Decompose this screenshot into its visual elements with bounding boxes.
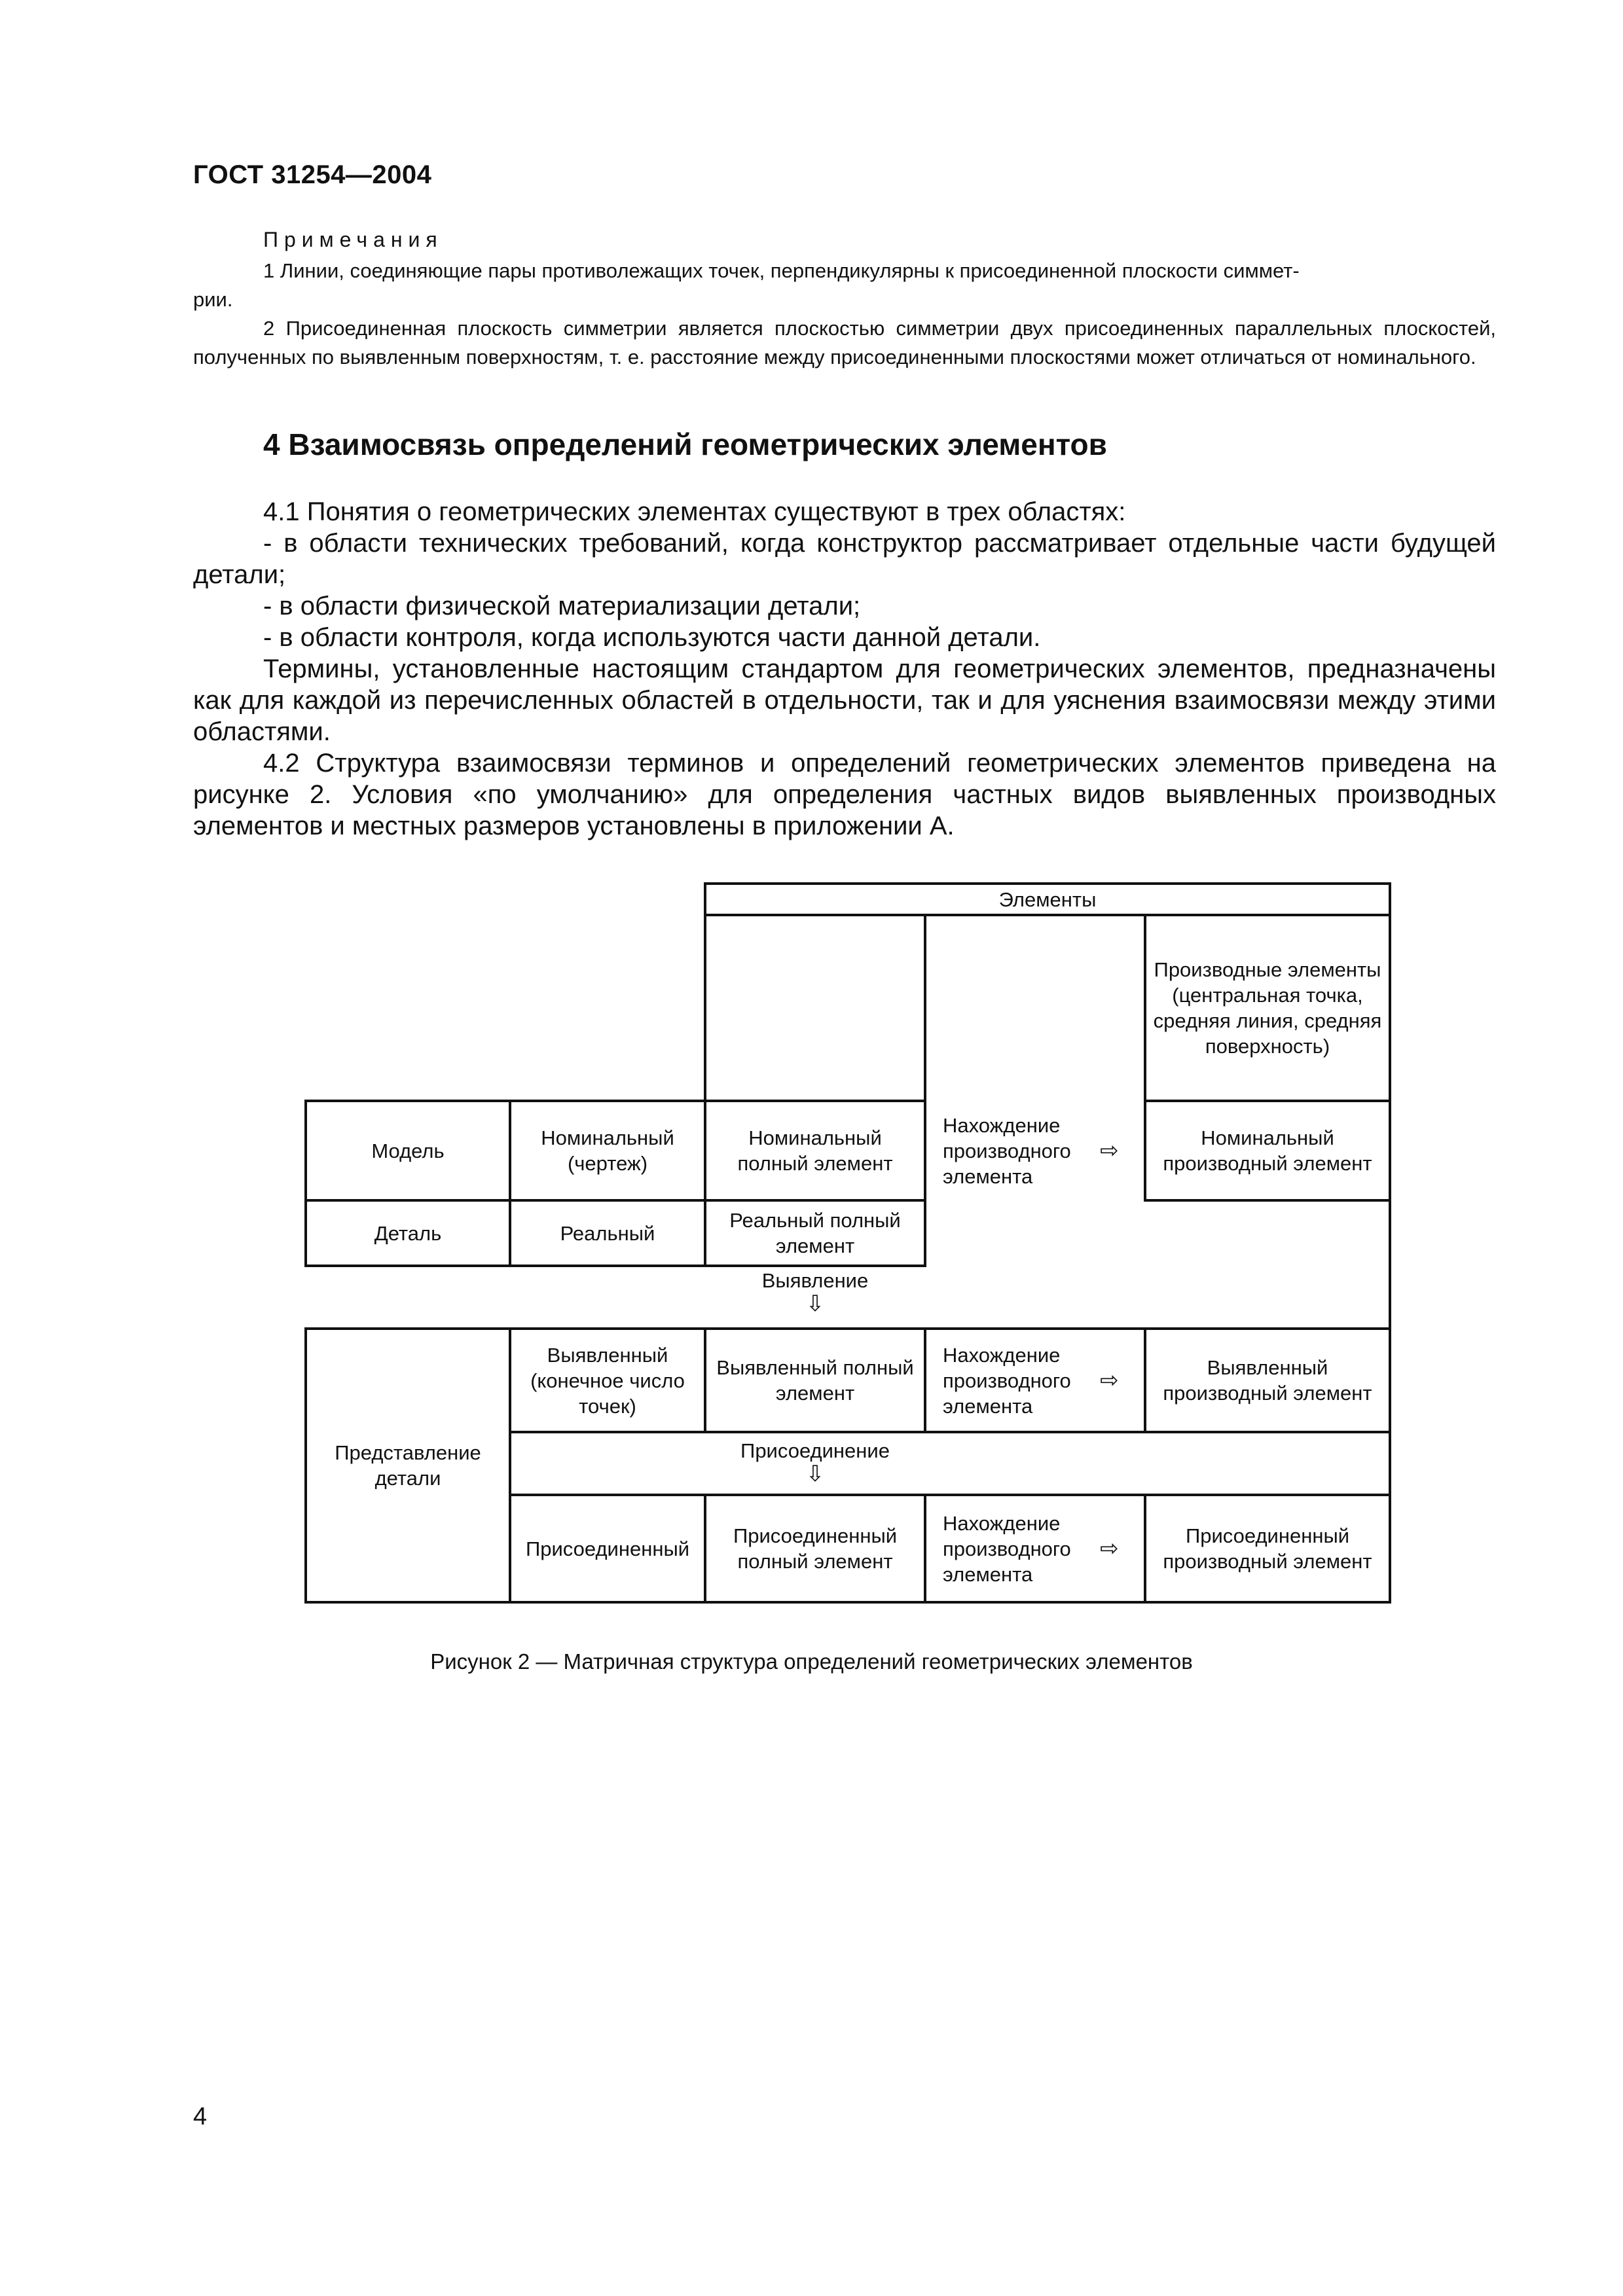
page-number: 4 (193, 2103, 208, 2130)
part-representation-label: Представление детали (304, 1327, 511, 1604)
finding-derived-2 (943, 1327, 1139, 1433)
nominal-full-element: Номинальный полный элемент (704, 1100, 926, 1202)
paragraph-list-3: - в области контроля, когда используются части данной детали. (263, 623, 1041, 652)
part-label: Деталь (304, 1199, 511, 1267)
finding-derived-1-text: Нахождение производного элемента (943, 1113, 1071, 1188)
arrow-right-icon: ⇨ (1100, 1367, 1119, 1393)
arrow-down-icon: ⇩ (805, 1291, 825, 1316)
arrow-right-icon: ⇨ (1100, 1535, 1119, 1561)
finding-column-top-line (924, 1327, 1146, 1330)
nominal-drawing: Номинальный (чертеж) (509, 1100, 706, 1202)
associated: Присоединенный (509, 1494, 706, 1604)
finding-column-bottom-line (924, 1601, 1146, 1604)
association-row-left-line (509, 1431, 511, 1496)
note-1-line-1: 1 Линии, соединяющие пары противолежащих точек, перпендикулярны к присоединенной плоскости симмет- (263, 259, 1300, 282)
finding-derived-3 (943, 1494, 1139, 1604)
elements-header: Элементы (704, 882, 1391, 916)
associated-full-element: Присоединенный полный элемент (704, 1494, 926, 1604)
extracted-full-element: Выявленный полный элемент (704, 1327, 926, 1433)
paragraph-list-1: - в области технических требований, когда конструктор рассматривает отдельные части будущей детали; (193, 529, 1496, 589)
paragraph-terms: Термины, установленные настоящим стандартом для геометрических элементов, предназначены как для каждой из перечисленных областей в отдельности, так и для уяснения взаимосвязи между этими областями. (193, 655, 1496, 746)
paragraph-4-1: 4.1 Понятия о геометрических элементах существуют в трех областях: (263, 497, 1126, 526)
finding-derived-3-text: Нахождение производного элемента (943, 1511, 1071, 1586)
empty-cell-upper-left (704, 914, 926, 1102)
paragraph-4-2: 4.2 Структура взаимосвязи терминов и определений геометрических элементов приведена на рисунке 2. Условия «по умолчанию» для определения частных видов выявленных производных элементов и местных размеров установлены в приложении А. (193, 749, 1496, 840)
extracted-derived-element: Выявленный производный элемент (1144, 1327, 1391, 1433)
notes-title: Примечания (263, 228, 443, 251)
arrow-right-icon: ⇨ (1100, 1138, 1119, 1163)
right-connector-line (1389, 1199, 1391, 1330)
note-1-line-2: рии. (193, 288, 233, 311)
model-label: Модель (304, 1100, 511, 1202)
document-id: ГОСТ 31254—2004 (193, 160, 432, 189)
association-label: Присоединение (740, 1439, 890, 1462)
finding-column-lower-top-line (924, 1494, 1146, 1496)
note-1 (193, 257, 1496, 314)
extraction-label: Выявление (761, 1268, 869, 1292)
note-2: 2 Присоединенная плоскость симметрии является плоскостью симметрии двух присоединенных параллельных плоскостей, полученных по выявленным поверхностям, т. е. расстояние между присоединенными плоскостями может отличаться от номинального. (193, 317, 1496, 368)
real: Реальный (509, 1199, 706, 1267)
section-heading: 4 Взаимосвязь определений геометрических элементов (263, 427, 1107, 461)
paragraph-list-2: - в области физической материализации детали; (263, 592, 861, 620)
extracted-finite-points: Выявленный (конечное число точек) (509, 1327, 706, 1433)
real-full-element: Реальный полный элемент (704, 1199, 926, 1267)
finding-derived-2-text: Нахождение производного элемента (943, 1343, 1071, 1418)
figure-caption: Рисунок 2 — Матричная структура определений геометрических элементов (430, 1649, 1193, 1674)
finding-derived-1 (943, 1100, 1139, 1202)
arrow-down-icon: ⇩ (805, 1462, 825, 1486)
associated-derived-element: Присоединенный производный элемент (1144, 1494, 1391, 1604)
nominal-derived-element: Номинальный производный элемент (1144, 1100, 1391, 1202)
finding-column-mid-line (924, 1431, 1146, 1433)
derived-elements-header: Производные элементы (центральная точка, средняя линия, средняя поверхность) (1144, 914, 1391, 1102)
